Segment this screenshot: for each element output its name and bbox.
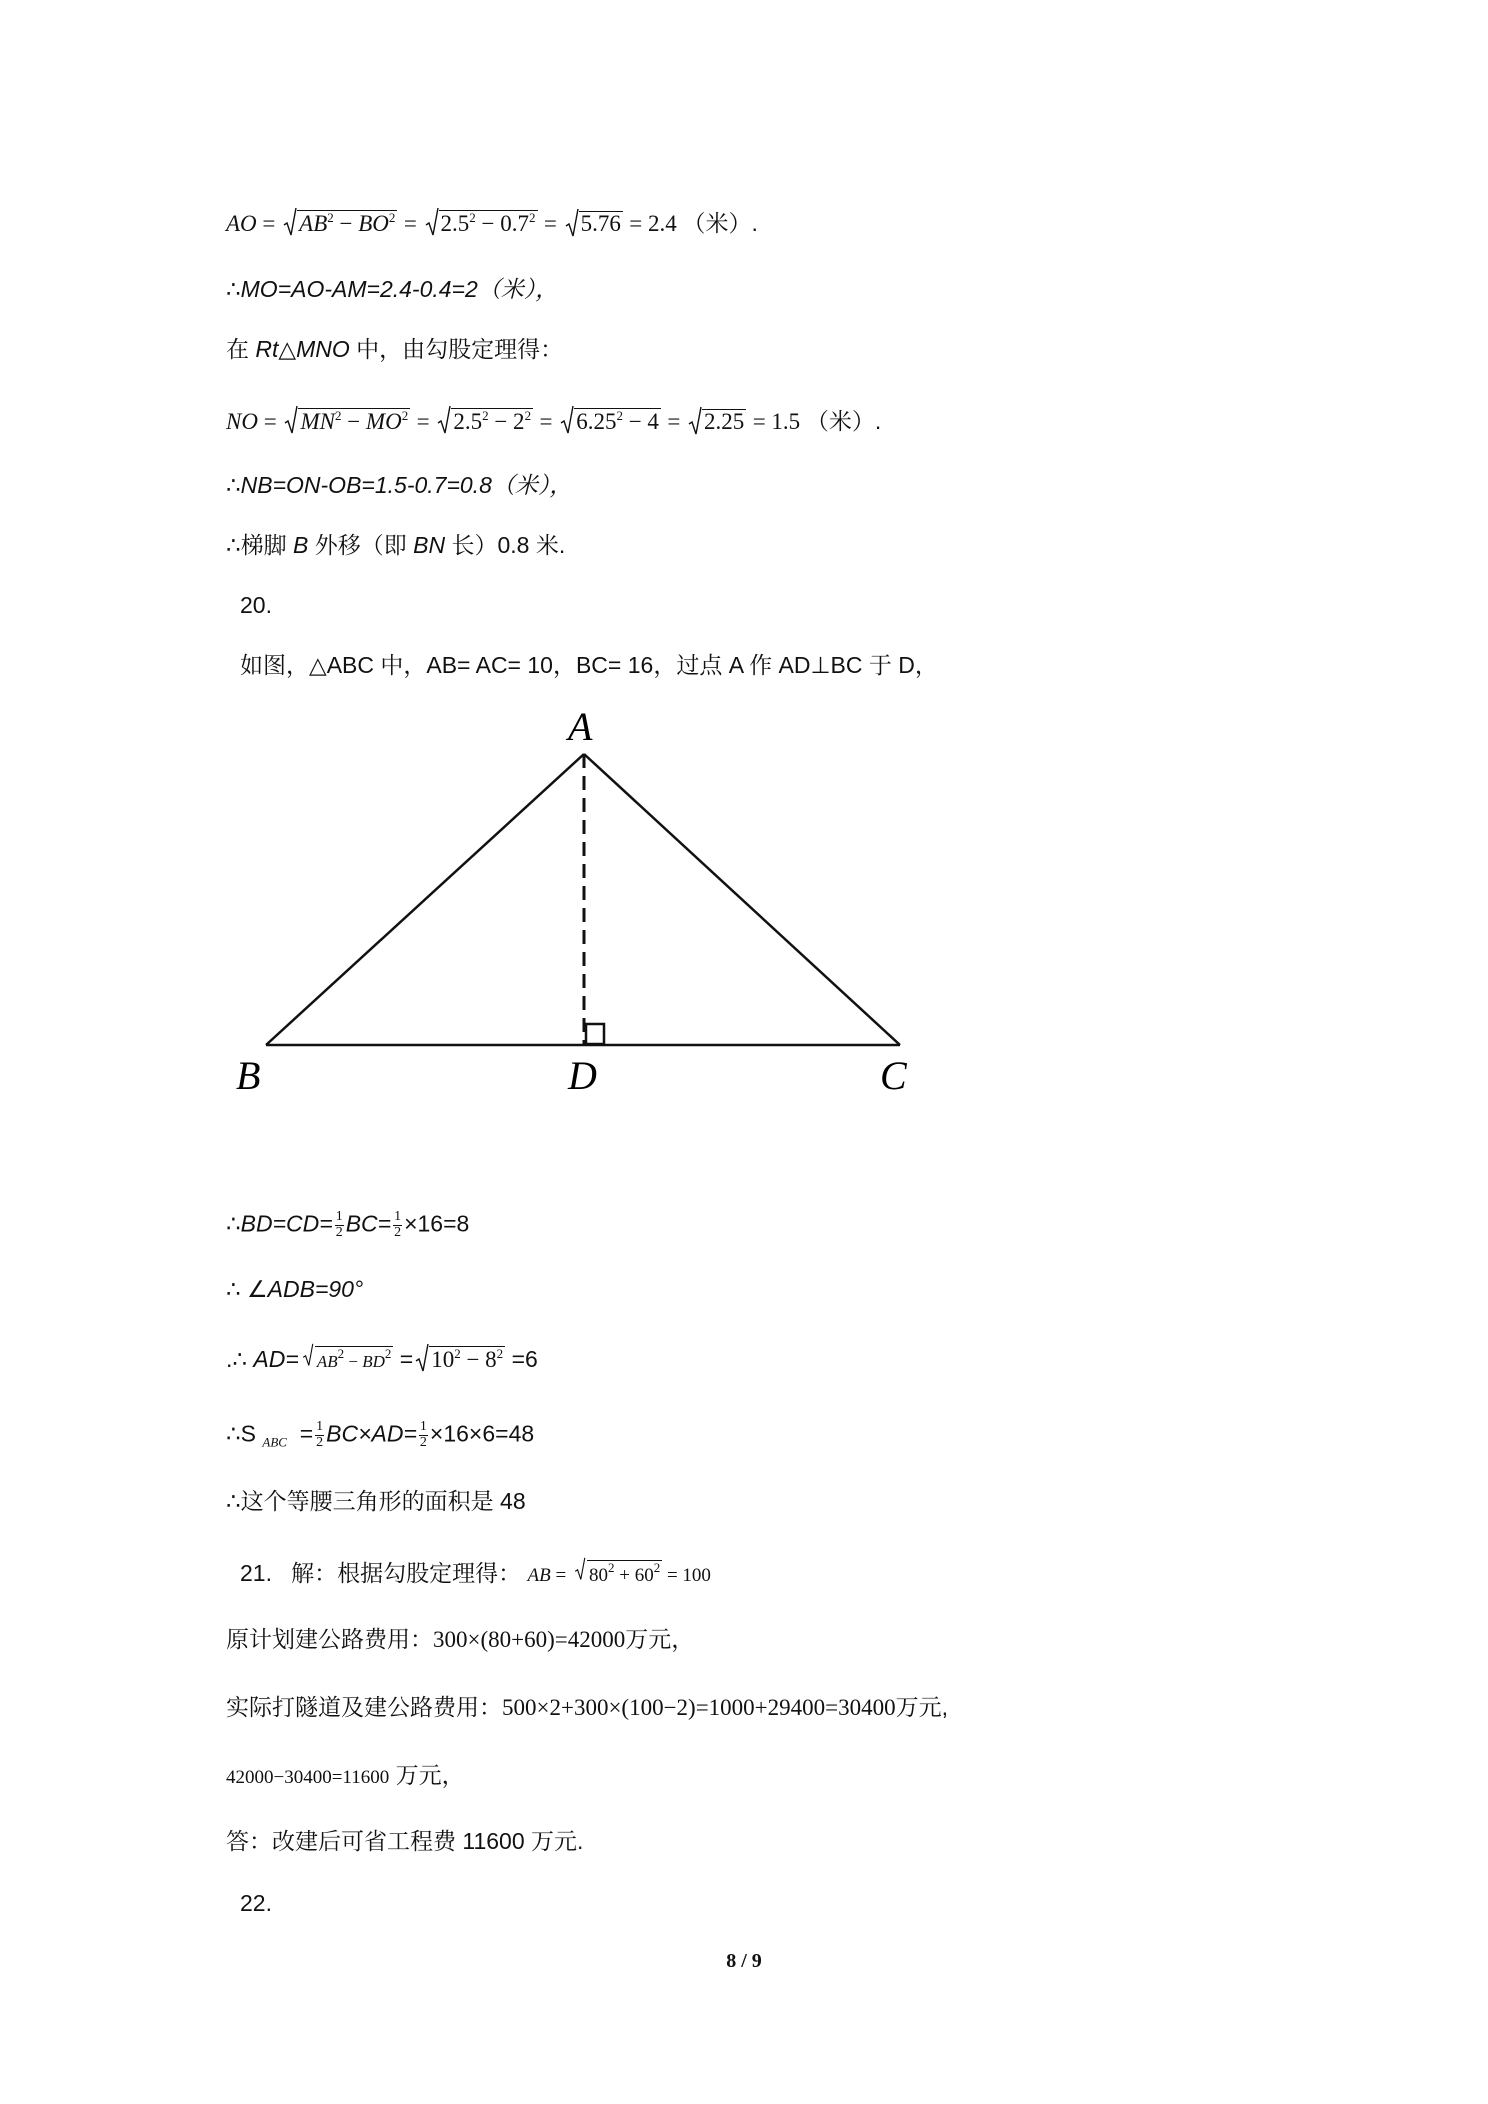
mo-text: MO=AO-AM=2.4-0.4=2（米）， — [240, 276, 559, 302]
step-area: ∴S $_{ABC}$ = $\frac{1}{2}$ BC×AD= $\frac{1}{2}$ ×16×6=48 — [226, 1419, 535, 1450]
segment-ac — [584, 754, 900, 1045]
line-rt-mno: 在 Rt△MNO 中，由勾股定理得： — [226, 336, 564, 362]
step-angle-adb: ∴ ∠ADB=90° — [226, 1276, 364, 1302]
line-original-cost: 原计划建公路费用：300×(80+60)=42000万元， — [226, 1626, 695, 1652]
right-angle-mark — [586, 1024, 604, 1044]
line-nb: ∴NB=ON-OB=1.5-0.7=0.8（米）， — [226, 472, 573, 498]
label-b: B — [236, 1053, 261, 1098]
therefore-symbol: ∴ — [226, 276, 241, 302]
label-a: A — [568, 704, 593, 749]
line-actual-cost: 实际打隧道及建公路费用：500×2+300×(100−2)=1000+29400=30400万元, — [226, 1694, 949, 1720]
fraction-half: $\frac{1}{2}$ — [419, 1419, 427, 1450]
fraction-half: $\frac{1}{2}$ — [316, 1419, 324, 1450]
equation-no: NO = $MN^2 - MO^2$ = $2.5^2 - 2^2$ = $6.25^2 - 4$ = 2.25 = 1.5 （米）. — [226, 408, 882, 434]
segment-ab — [266, 754, 584, 1045]
step-ad: .∴ AD= $AB^2 - BD^2$ = $10^2 - 8^2 =6$ — [226, 1346, 538, 1371]
line-difference: 42000−30400=11600 万元， — [226, 1762, 465, 1788]
label-c: C — [880, 1053, 907, 1098]
question-21-line: 21. 解：根据勾股定理得： AB = $80^2 + 60^2 = 100$ — [240, 1560, 711, 1585]
label-d: D — [568, 1053, 597, 1098]
unit-meter: （米）. — [805, 408, 882, 434]
step-conclusion-20: ∴这个等腰三角形的面积是 48 — [226, 1488, 526, 1514]
page-number: 8 / 9 — [726, 1950, 762, 1972]
fraction-half: $\frac{1}{2}$ — [394, 1209, 402, 1240]
question-number-20: 20. — [240, 592, 272, 618]
step-bd-cd: ∴BD=CD= $\frac{1}{2}$ BC= $\frac{1}{2}$ ×16=8 — [226, 1209, 470, 1240]
fraction-half: $\frac{1}{2}$ — [335, 1209, 343, 1240]
question-number-22: 22. — [240, 1890, 272, 1916]
equation-ao: AO = $AB^2 - BO^2$ = $2.5^2 - 0.7^2$ = 5.76 = 2.4 （米）. — [226, 210, 758, 236]
unit-meter: （米）. — [682, 210, 758, 236]
answer-21: 答：改建后可省工程费 11600 万元. — [226, 1828, 584, 1854]
question-20-statement: 如图，△ABC 中，AB= AC= 10，BC= 16，过点 A 作 AD⊥BC 于 D， — [240, 652, 938, 678]
line-conclusion-19: ∴梯脚 B 外移（即 BN 长）0.8 米. — [226, 532, 566, 558]
